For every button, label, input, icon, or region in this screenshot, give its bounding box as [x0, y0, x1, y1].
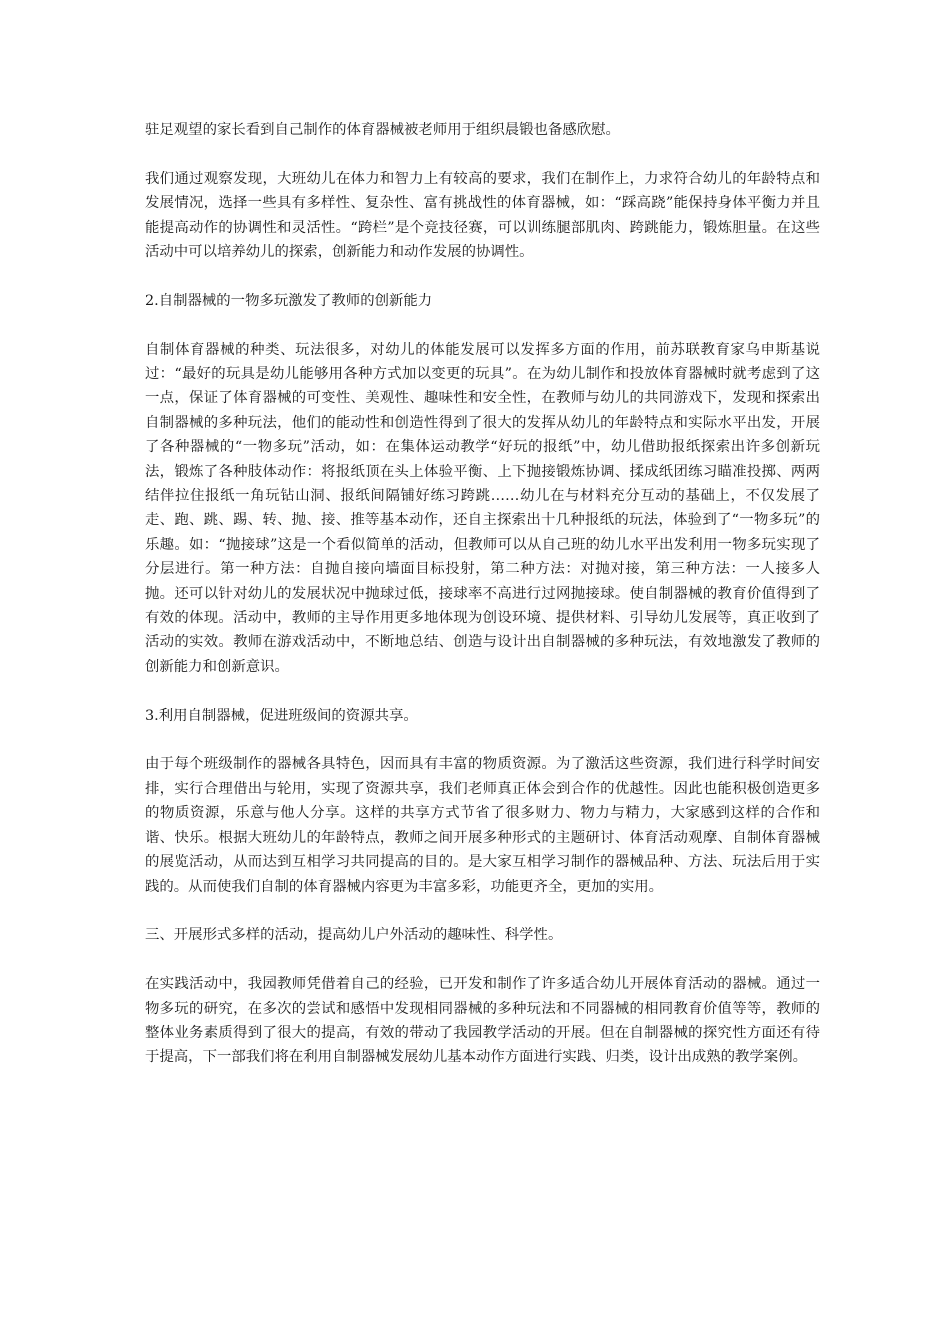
- paragraph-practice-summary: 在实践活动中，我园教师凭借着自己的经验，已开发和制作了许多适合幼儿开展体育活动的器械。通过一物多玩的研究，在多次的尝试和感悟中发现相同器械的多种玩法和不同器械的相同教育价值等等，教师的整体业务素质得到了很大的提高，有效的带动了我园教学活动的开展。但在自制器械的探究性方面还有待于提高，下一部我们将在利用自制器械发展幼儿基本动作方面进行实践、归类，设计出成熟的教学案例。: [145, 976, 820, 1066]
- section-heading-2: 2.自制器械的一物多玩激发了教师的创新能力: [145, 292, 433, 309]
- paragraph-one-item-many-uses: 自制体育器械的种类、玩法很多，对幼儿的体能发展可以发挥多方面的作用，前苏联教育家乌申斯基说过：“最好的玩具是幼儿能够用各种方式加以变更的玩具”。在为幼儿制作和投放体育器械时就考虑到了这一点，保证了体育器械的可变性、美观性、趣味性和安全性，在教师与幼儿的共同游戏下，发现和探索出自制器械的多种玩法，他们的能动性和创造性得到了很大的发挥从幼儿的年龄特点和实际水平出发，开展了各种器械的“一物多玩”活动，如：在集体运动教学“好玩的报纸”中，幼儿借助报纸探索出许多创新玩法，锻炼了各种肢体动作：将报纸顶在头上体验平衡、上下抛接锻炼协调、揉成纸团练习瞄准投掷、两两结伴拉住报纸一角玩钻山洞、报纸间隔铺好练习跨跳……幼儿在与材料充分互动的基础上，不仅发展了走、跑、跳、踢、转、抛、接、推等基本动作，还自主探索出十几种报纸的玩法，体验到了“一物多玩”的乐趣。如：“抛接球”这是一个看似简单的活动，但教师可以从自己班的幼儿水平出发利用一物多玩实现了分层进行。第一种方法：自抛自接向墙面目标投射，第二种方法：对抛对接，第三种方法：一人接多人抛。还可以针对幼儿的发展状况中抛球过低，接球率不高进行过网抛接球。使自制器械的教育价值得到了有效的体现。活动中，教师的主导作用更多地体现为创设环境、提供材料、引导幼儿发展等，真正收到了活动的实效。教师在游戏活动中，不断地总结、创造与设计出自制器械的多种玩法，有效地激发了教师的创新能力和创新意识。: [145, 341, 820, 675]
- paragraph-parent-recognition: 驻足观望的家长看到自己制作的体育器械被老师用于组织晨锻也备感欣慰。: [145, 122, 620, 138]
- section-heading-3: 3.利用自制器械，促进班级间的资源共享。: [145, 707, 418, 724]
- document-body: [145, 118, 820, 1094]
- section-heading-three: 三、开展形式多样的活动，提高幼儿户外活动的趣味性、科学性。: [145, 927, 563, 944]
- paragraph-resource-sharing: 由于每个班级制作的器械各具特色，因而具有丰富的物质资源。为了激活这些资源，我们进行科学时间安排，实行合理借出与轮用，实现了资源共享，我们老师真正体会到合作的优越性。因此也能积极创造更多的物质资源，乐意与他人分享。这样的共享方式节省了很多财力、物力与精力，大家感到这样的合作和谐、快乐。根据大班幼儿的年龄特点，教师之间开展多种形式的主题研讨、体育活动观摩、自制体育器械的展览活动，从而达到互相学习共同提高的目的。是大家互相学习制作的器械品种、方法、玩法后用于实践的。从而使我们自制的体育器械内容更为丰富多彩，功能更齐全，更加的实用。: [145, 756, 820, 895]
- paragraph-observation: 我们通过观察发现，大班幼儿在体力和智力上有较高的要求，我们在制作上，力求符合幼儿的年龄特点和发展情况，选择一些具有多样性、复杂性、富有挑战性的体育器械，如：“踩高跷”能保持身体平衡力并且能提高动作的协调性和灵活性。“跨栏”是个竞技径赛，可以训练腿部肌肉、跨跳能力，锻炼胆量。在这些活动中可以培养幼儿的探索，创新能力和动作发展的协调性。: [145, 170, 820, 261]
